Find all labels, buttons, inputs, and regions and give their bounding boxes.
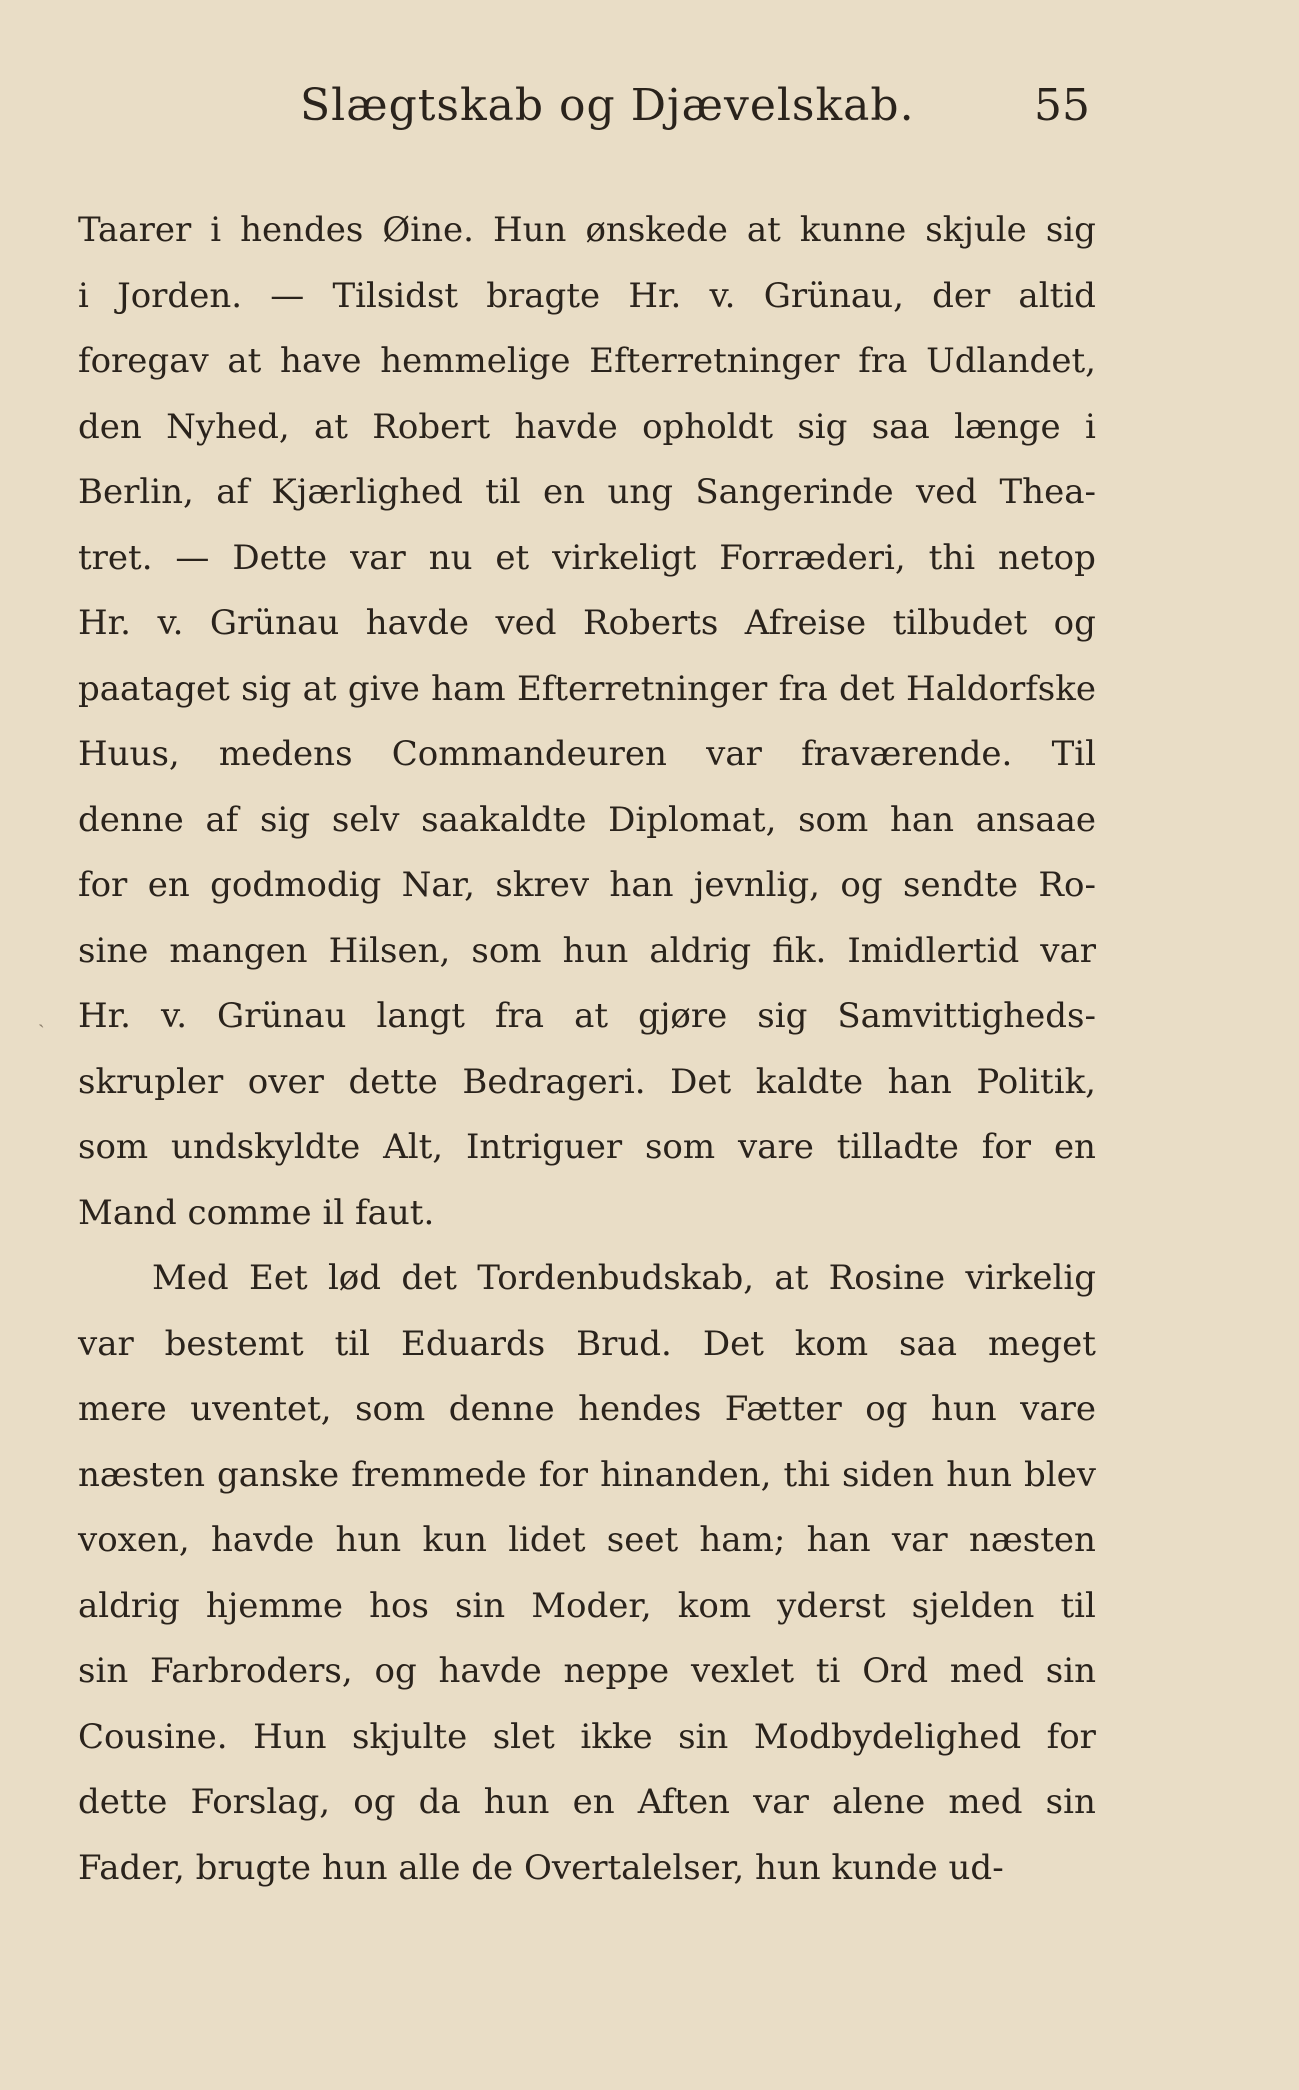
word: Kjærlighed [271, 472, 463, 512]
word: Fætter [724, 1389, 842, 1429]
word: af [216, 472, 250, 512]
word: han [887, 1061, 952, 1102]
word: Det [702, 1323, 764, 1364]
word: Tilsidst [332, 275, 459, 316]
word: siden [842, 1454, 935, 1495]
word: denne [78, 799, 184, 840]
word: lidet [508, 1520, 586, 1560]
word: v. [709, 275, 736, 316]
word: Det [670, 1061, 732, 1102]
word: næsten [78, 1454, 205, 1495]
text-line [78, 722, 1096, 788]
word: hemmelige [380, 341, 571, 381]
word: ønskede [585, 210, 728, 250]
word: godmodig [210, 865, 382, 905]
word: til [1060, 1585, 1096, 1626]
word: — [270, 275, 305, 316]
word: mangen [169, 930, 308, 971]
word: lød [327, 1258, 382, 1298]
word: længe [954, 406, 1061, 447]
word: Intriguer [465, 1127, 623, 1167]
word: sin [454, 1585, 506, 1626]
word: skrev [495, 865, 590, 905]
word: Tordenbudskab, [477, 1258, 755, 1298]
word: netop [998, 537, 1096, 578]
word: saa [899, 1323, 958, 1364]
text-line [78, 1050, 1096, 1116]
text-line [78, 1246, 1096, 1312]
word: hendes [578, 1389, 702, 1429]
word: Forslag, [190, 1782, 331, 1822]
word: v. [157, 603, 184, 643]
text-line [78, 1312, 1096, 1378]
word: opholdt [642, 406, 773, 447]
word: sine [78, 930, 149, 971]
word: Eet [249, 1258, 308, 1298]
word: ved [495, 603, 557, 643]
word: Berlin, [78, 472, 194, 512]
word: selv [331, 799, 400, 840]
word: Eduards [401, 1323, 546, 1364]
word: Hr. [78, 996, 131, 1036]
text-line [78, 657, 1096, 723]
word: slet [492, 1716, 555, 1757]
word: var [78, 1323, 134, 1364]
text-line [78, 984, 1096, 1050]
word: blev [1023, 1454, 1096, 1495]
word: sendte [903, 865, 1019, 905]
word: han [806, 1520, 871, 1560]
word: langt [376, 996, 465, 1036]
word: at [574, 996, 609, 1036]
word: Alt, [383, 1127, 444, 1167]
word: havde [210, 1520, 315, 1560]
word: foregav [78, 341, 209, 381]
word: Modbydelighed [753, 1716, 1022, 1757]
word: Grünau [217, 996, 347, 1036]
word: Thea- [999, 472, 1096, 512]
word: aldrig [649, 930, 752, 971]
word: thi [928, 537, 976, 578]
word: næsten [968, 1520, 1096, 1560]
word: vare [738, 1127, 814, 1167]
word: at [227, 341, 262, 381]
word: Moder, [531, 1585, 652, 1626]
word: Hr. [628, 275, 682, 316]
word: fremmede [351, 1454, 527, 1495]
word: tilladte [836, 1127, 959, 1167]
word: voxen, [78, 1520, 190, 1560]
word: saakaldte [421, 799, 587, 840]
word: af [205, 799, 239, 840]
word: var [350, 537, 406, 578]
word: ikke [580, 1716, 653, 1757]
word: undskyldte [171, 1127, 361, 1167]
word: Commandeuren [391, 734, 667, 774]
word: havde [514, 406, 618, 447]
word: i [210, 210, 222, 250]
text-line [78, 1705, 1096, 1771]
word: Efterretninger [516, 668, 768, 709]
word: uventet, [190, 1389, 332, 1429]
page-number: 55 [1034, 80, 1090, 131]
word: fra [858, 341, 908, 381]
word: sig [797, 406, 848, 447]
word: havde [438, 1651, 542, 1691]
word: Aften [637, 1782, 730, 1822]
word: kunne [799, 210, 907, 250]
text-line [78, 1508, 1096, 1574]
word: bragte [486, 275, 601, 316]
word: og [1053, 603, 1096, 643]
word: hos [369, 1585, 429, 1626]
word: hun [930, 1389, 997, 1429]
text-line [78, 591, 1096, 657]
word: Farbroders, [150, 1651, 353, 1691]
word: og [374, 1651, 417, 1691]
word: alene [831, 1782, 926, 1822]
text-line [78, 264, 1096, 330]
word: Sangerinde [695, 472, 894, 512]
word: Robert [372, 406, 491, 447]
word: Rosine [828, 1258, 946, 1298]
word: Grünau [209, 603, 340, 643]
word: Forræderi, [719, 537, 906, 578]
word: da [418, 1782, 461, 1822]
word: sig [260, 799, 311, 840]
word: ganske [217, 1454, 340, 1495]
word: som [78, 1127, 149, 1167]
word: tilbudet [892, 603, 1028, 643]
word: var [891, 1520, 948, 1560]
word: Ord [862, 1651, 929, 1691]
word: kaldte [755, 1061, 864, 1102]
word: v. [161, 996, 187, 1036]
word: hun [483, 1782, 550, 1822]
word: Afreise [744, 603, 867, 643]
text-line [78, 919, 1096, 985]
text-line [78, 1377, 1096, 1443]
word: Brud. [576, 1323, 672, 1364]
word: skrupler [78, 1061, 224, 1102]
word: Huus, [78, 734, 180, 774]
word: give [347, 668, 420, 709]
word: det [401, 1258, 457, 1298]
word: var [753, 1782, 809, 1822]
word: hun [946, 1454, 1012, 1495]
word: og [840, 865, 883, 905]
word: Med [152, 1258, 229, 1298]
word: var [1040, 930, 1096, 971]
word: virkelig [965, 1258, 1096, 1298]
word: Haldorfske [905, 668, 1096, 709]
word: sig [757, 996, 808, 1036]
word: sin [678, 1716, 729, 1757]
word: ansaae [975, 799, 1096, 840]
word: som [355, 1389, 426, 1429]
word: fraværende. [801, 734, 1013, 774]
word: at [314, 406, 348, 447]
word: en [147, 865, 190, 905]
word: dette [78, 1782, 168, 1822]
word: kun [422, 1520, 487, 1560]
word: hjemme [205, 1585, 344, 1626]
word: Til [1051, 734, 1096, 774]
word: Diplomat, [608, 799, 777, 840]
word: Roberts [582, 603, 719, 643]
word: i [1085, 406, 1096, 447]
text-line [78, 329, 1096, 395]
word: Imidlertid [847, 930, 1020, 971]
text-line [78, 1115, 1096, 1181]
word: havde [365, 603, 469, 643]
text-line [78, 198, 1096, 264]
word: hinanden, [600, 1454, 772, 1495]
word: yderst [777, 1585, 886, 1626]
word: til [334, 1323, 371, 1364]
word: thi [783, 1454, 830, 1495]
word: sig [1045, 210, 1096, 250]
body-text [78, 198, 1096, 1901]
word: vexlet [690, 1651, 795, 1691]
word: medens [218, 734, 353, 774]
word: en [543, 472, 586, 512]
word: Efterretninger [589, 341, 840, 381]
word: mere [78, 1389, 167, 1429]
word: ham; [699, 1520, 786, 1560]
word: og [865, 1389, 908, 1429]
word: fra [494, 996, 545, 1036]
word: over [247, 1061, 324, 1102]
word: at [746, 210, 781, 250]
word: altid [1018, 275, 1096, 316]
word: den [78, 406, 142, 447]
word: var [706, 734, 762, 774]
word: som [798, 799, 869, 840]
word: Grünau, [763, 275, 904, 316]
word: Cousine. [78, 1716, 228, 1757]
word: sig [241, 668, 292, 709]
word: ved [916, 472, 978, 512]
word: sjelden [911, 1585, 1035, 1626]
running-title: Slægtskab og Djævelskab. [300, 80, 915, 131]
word: ham [431, 668, 506, 709]
word: gjøre [638, 996, 728, 1036]
word: Udlandet, [926, 341, 1096, 381]
word: en [572, 1782, 615, 1822]
word: Hun [492, 210, 567, 250]
word: sin [1045, 1782, 1096, 1822]
word: tret. [78, 537, 153, 578]
word: til [485, 472, 521, 512]
margin-mark: ˏ [38, 1004, 45, 1028]
page-header [300, 80, 1100, 150]
word: jevnlig, [693, 865, 820, 905]
word: Samvittigheds- [837, 996, 1096, 1036]
word: nu [428, 537, 473, 578]
word: som [471, 930, 542, 971]
word: hun [335, 1520, 402, 1560]
word: saa [871, 406, 930, 447]
text-line [78, 1443, 1096, 1509]
word: med [949, 1651, 1024, 1691]
word: neppe [563, 1651, 670, 1691]
word: meget [987, 1323, 1096, 1364]
word: bestemt [164, 1323, 304, 1364]
word: han [609, 865, 674, 905]
word: at [302, 668, 337, 709]
word: kom [794, 1323, 869, 1364]
word: — [175, 537, 210, 578]
word: aldrig [78, 1585, 180, 1626]
word: Hr. [78, 603, 131, 643]
word: med [948, 1782, 1023, 1822]
text-line [78, 395, 1096, 461]
word: vare [1020, 1389, 1096, 1429]
word: fra [778, 668, 828, 709]
word: sin [1045, 1651, 1096, 1691]
word: Hun [253, 1716, 327, 1757]
word: Ro- [1038, 865, 1096, 905]
word: Hilsen, [328, 930, 451, 971]
word: kom [677, 1585, 752, 1626]
word: Øine. [382, 210, 474, 250]
word: hun [562, 930, 629, 971]
word: at [774, 1258, 809, 1298]
word: ung [607, 472, 674, 512]
word: i [78, 275, 89, 316]
word: Nyhed, [166, 406, 290, 447]
word: for [1046, 1716, 1096, 1757]
word: Dette [232, 537, 328, 578]
text-line: Mand comme il faut. [78, 1192, 435, 1233]
word: der [932, 275, 991, 316]
word: skjulte [352, 1716, 468, 1757]
word: for [981, 1127, 1032, 1167]
word: et [495, 537, 530, 578]
word: denne [448, 1389, 555, 1429]
word: for [538, 1454, 589, 1495]
word: ti [815, 1651, 841, 1691]
word: for [78, 865, 128, 905]
text-line [78, 853, 1096, 919]
word: som [644, 1127, 716, 1167]
word: Jorden. [117, 275, 243, 316]
text-line [78, 526, 1096, 592]
text-line [78, 1639, 1096, 1705]
word: og [353, 1782, 396, 1822]
text-line: Fader, brugte hun alle de Overtalelser, hun kunde ud- [78, 1847, 1004, 1888]
word: paataget [78, 668, 230, 709]
text-line [78, 1770, 1096, 1836]
word: det [839, 668, 895, 709]
text-line [78, 788, 1096, 854]
text-line [78, 460, 1096, 526]
word: seet [606, 1520, 679, 1560]
word: Bedrageri. [462, 1061, 646, 1102]
word: hendes [240, 210, 364, 250]
word: fik. [772, 930, 827, 971]
word: have [280, 341, 362, 381]
word: Taarer [78, 210, 192, 250]
word: en [1053, 1127, 1096, 1167]
word: han [889, 799, 955, 840]
word: skjule [925, 210, 1027, 250]
word: Nar, [401, 865, 475, 905]
word: Politik, [976, 1061, 1096, 1102]
word: virkeligt [552, 537, 697, 578]
word: sin [78, 1651, 129, 1691]
word: dette [348, 1061, 438, 1102]
text-line [78, 1574, 1096, 1640]
